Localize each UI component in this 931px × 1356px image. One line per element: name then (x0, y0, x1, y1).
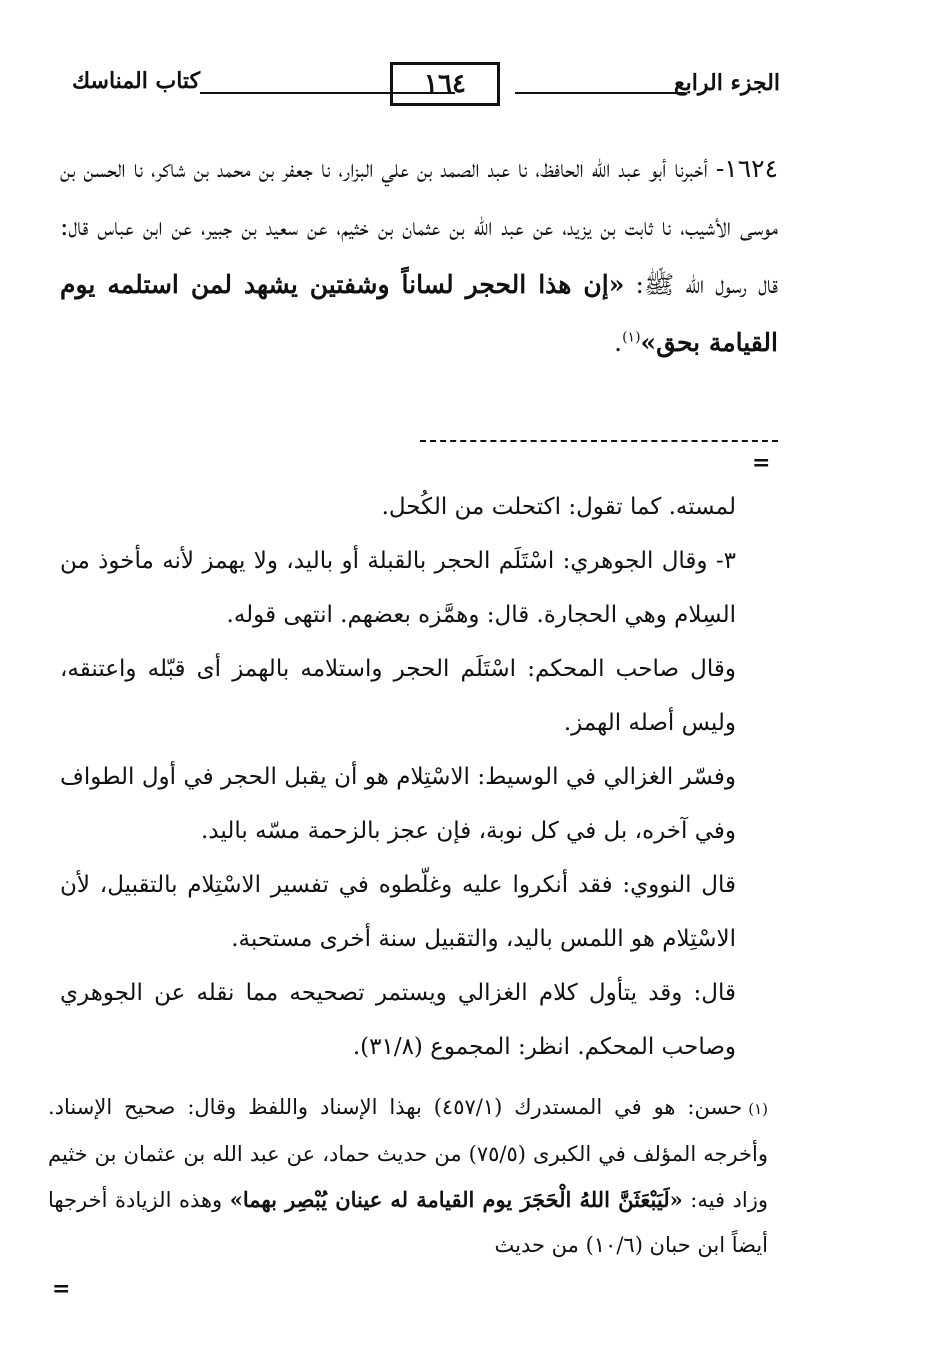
note-paragraph: ٣- وقال الجوهري: اسْتَلَم الحجر بالقبلة أو باليد، ولا يهمز لأنه مأخوذ من السِلام وهي الحجارة. قال: وهمَّزه بعضهم. انتهى قوله. (60, 548, 736, 628)
hadith-matn: «إن هذا الحجر لساناً وشفتين يشهد لمن استلمه يوم القيامة بحق» (60, 270, 778, 357)
hadith-isnad: ١٦٢٤- أخبرنا أبو عبد الله الحافظ، نا عبد الصمد بن علي البزار، نا جعفر بن محمد بن شاكر، نا الحسن بن موسى الأشيب، نا ثابت بن يزيد، عن عبد الله بن عثمان بن خثيم، عن سعيد بن جبير، عن ابن عباس قال: قال رسول الله ﷺ: (60, 154, 778, 299)
page-header (60, 62, 780, 112)
footnote-quote: «لَيَبْعَثَنَّ اللهُ الْحَجَرَ يوم القيامة له عينان يُبْصِر بهما» (229, 1187, 683, 1212)
header-rule-left (200, 92, 455, 94)
note-paragraph: وقال صاحب المحكم: اسْتَلَم الحجر واستلامه بالهمز أى قبّله واعتنقه، وليس أصله الهمز. (60, 656, 736, 736)
volume-title: الجزء الرابع (673, 70, 780, 96)
note-paragraph: قال: وقد يتأول كلام الغزالي ويستمر تصحيحه مما نقله عن الجوهري وصاحب المحكم. انظر: المجموع (٣١/٨). (60, 980, 736, 1060)
book-title: كتاب المناسك (72, 68, 201, 94)
continuation-mark: = (52, 1276, 71, 1302)
footnote-text-continued: وهذه الزيادة أخرجها أيضاً ابن حبان (١٠/٦) من حديث (48, 1188, 768, 1257)
note-paragraph: وفسّر الغزالي في الوسيط: الاسْتِلام هو أن يقبل الحجر في أول الطواف وفي آخره، بل في كل نوبة، فإن عجز بالزحمة مسّه باليد. (60, 764, 736, 844)
footnotes (48, 1085, 768, 1268)
note-paragraph: قال النووي: فقد أنكروا عليه وغلّطوه في تفسير الاسْتِلام بالتقبيل، لأن الاسْتِلام هو اللمس باليد، والتقبيل سنة أخرى مستحبة. (60, 872, 736, 952)
footnote-number: (١) (748, 1100, 768, 1118)
section-divider (420, 440, 778, 442)
hadith-paragraph (60, 140, 778, 372)
note-line: لمسته. كما تقول: اكتحلت من الكُحل. (381, 494, 736, 520)
footnote-reference: (١) (622, 329, 641, 346)
commentary-notes (60, 480, 736, 1074)
hadith-text (60, 140, 778, 372)
footnote-text: حسن: هو في المستدرك (٤٥٧/١) بهذا الإسناد واللفظ وقال: صحيح الإسناد. وأخرجه المؤلف في الكبرى (٧٥/٥) من حديث حماد، عن عبد الله بن عثمان بن خثيم وزاد فيه: (48, 1095, 768, 1212)
header-rule-right (515, 92, 685, 94)
page-number: ١٦٤ (390, 62, 500, 106)
continuation-mark: = (752, 450, 771, 476)
hadith-end: . (614, 328, 623, 357)
footnote-item (48, 1085, 768, 1268)
